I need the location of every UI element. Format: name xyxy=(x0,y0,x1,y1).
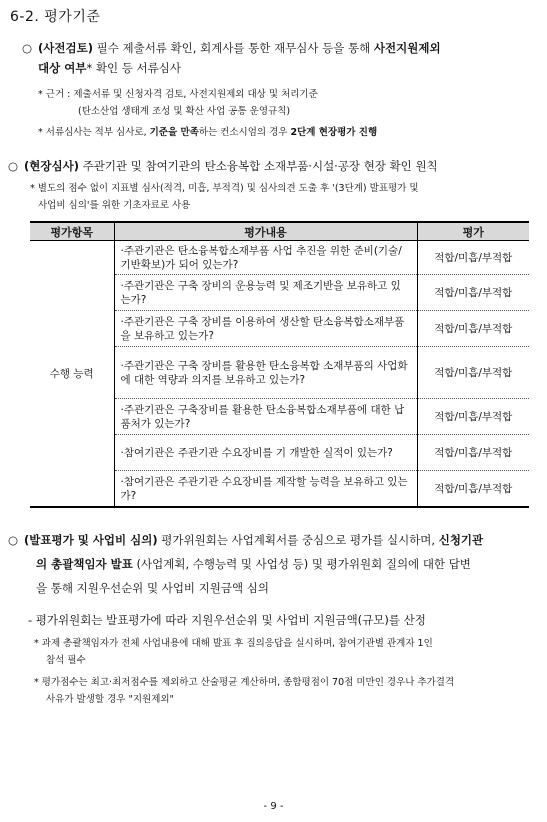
site-review-heading: (현장심사) xyxy=(24,159,79,173)
site-review-paragraph xyxy=(8,156,538,176)
rating-cell: 적합/미흡/부적합 xyxy=(417,275,529,311)
pre-review-paragraph xyxy=(22,38,534,78)
rating-cell: 적합/미흡/부적합 xyxy=(417,399,529,435)
circle-bullet-icon: ○ xyxy=(22,41,33,55)
pre-review-text-cont: * 확인 등 서류심사 xyxy=(86,61,181,75)
header-content: 평가내용 xyxy=(114,222,417,241)
pre-review-heading: (사전검토) xyxy=(38,41,93,55)
pre-review-note-basis xyxy=(38,86,533,120)
table-row xyxy=(30,241,529,275)
presentation-text: 평가위원회는 사업계획서를 중심으로 평가를 실시하며, xyxy=(157,533,439,547)
content-cell: ‧주관기관은 구축 장비를 이용하여 생산할 탄소융복합소재부품을 보유하고 있는가? xyxy=(114,311,417,347)
content-cell: ‧주관기관은 구축장비를 활용한 탄소융복합소재부품에 대한 납품처가 있는가? xyxy=(114,399,417,435)
header-category: 평가항목 xyxy=(30,222,114,241)
presentation-review-paragraph xyxy=(8,528,538,600)
section-title: 6-2. 평가기준 xyxy=(10,9,101,25)
category-cell: 수행 능력 xyxy=(30,241,114,507)
note-bold: 기준을 만족 xyxy=(149,127,199,138)
note-line: * 평가점수는 최고·최저점수를 제외하고 산술평균 계산하며, 종합평점이 70점 미만인 경우나 추가결격 xyxy=(34,677,455,688)
content-cell: ‧주관기관은 구축 장비의 운용능력 및 제조기반을 보유하고 있는가? xyxy=(114,275,417,311)
presentation-note-2 xyxy=(34,674,539,708)
content-cell: ‧참여기관은 주관기관 수요장비를 제작할 능력을 보유하고 있는가? xyxy=(114,471,417,507)
pre-review-text: 필수 제출서류 확인, 회계사를 통한 재무심사 등을 통해 xyxy=(92,41,374,55)
note-text: 하는 컨소시엄의 경우 xyxy=(198,127,291,138)
note-line: (탄소산업 생태계 조성 및 확산 사업 공통 운영규칙) xyxy=(78,106,291,117)
content-cell: ‧주관기관은 탄소융복합소재부품 사업 추진을 위한 준비(기술/기반확보)가 되어 있는가? xyxy=(114,241,417,275)
presentation-note-1 xyxy=(34,635,539,669)
circle-bullet-icon: ○ xyxy=(8,533,19,547)
note-line: * 별도의 점수 없이 지표별 심사(적격, 미흡, 부적격) 및 심사의견 도출 후 '(3단계) 발표평가 및 xyxy=(30,183,419,194)
pre-review-note-doc xyxy=(38,124,533,141)
site-review-text: 주관기관 및 참여기관의 탄소융복합 소재부품·시설·공장 현장 확인 원칙 xyxy=(78,159,438,173)
pre-review-bold: 사전지원제외 xyxy=(373,41,441,55)
content-cell: ‧주관기관은 구축 장비를 활용한 탄소융복합 소재부품의 사업화에 대한 역량과 의지를 보유하고 있는가? xyxy=(114,347,417,399)
note-line: * 과제 총괄책임자가 전체 사업내용에 대해 발표 후 질의응답을 실시하며, 참여기관별 관계자 1인 xyxy=(34,638,433,649)
header-rating: 평가 xyxy=(417,222,529,241)
presentation-text-3: 을 통해 지원우선순위 및 사업비 지원금액 심의 xyxy=(36,581,270,595)
evaluation-table xyxy=(30,221,529,508)
presentation-heading: (발표평가 및 사업비 심의) xyxy=(24,533,158,547)
committee-dash-line: - 평가위원회는 발표평가에 따라 지원우선순위 및 사업비 지원금액(규모)를 산정 xyxy=(28,613,426,627)
rating-cell: 적합/미흡/부적합 xyxy=(417,241,529,275)
site-review-note xyxy=(30,180,535,214)
table-header-row xyxy=(30,222,529,241)
note-line: 사유가 발생할 경우 "지원제외" xyxy=(46,694,174,705)
note-bold: 2단계 현장평가 진행 xyxy=(290,127,378,138)
rating-cell: 적합/미흡/부적합 xyxy=(417,435,529,471)
rating-cell: 적합/미흡/부적합 xyxy=(417,347,529,399)
circle-bullet-icon: ○ xyxy=(8,159,19,173)
pre-review-bold-target: 대상 여부 xyxy=(38,61,87,75)
content-cell: ‧참여기관은 주관기관 수요장비를 기 개발한 실적이 있는가? xyxy=(114,435,417,471)
rating-cell: 적합/미흡/부적합 xyxy=(417,311,529,347)
page-number: - 9 - xyxy=(263,801,284,812)
note-line: 참석 필수 xyxy=(46,655,86,666)
note-line: 사업비 심의'를 위한 기초자료로 사용 xyxy=(38,200,191,211)
rating-cell: 적합/미흡/부적합 xyxy=(417,471,529,507)
presentation-bold-2: 의 총괄책임자 발표 xyxy=(36,557,133,571)
presentation-text-2: (사업계획, 수행능력 및 사업성 등) 및 평가위원회 질의에 대한 답변 xyxy=(132,557,471,571)
note-line: * 근거 : 제출서류 및 신청자격 검토, 사전지원제외 대상 및 처리기준 xyxy=(38,89,318,100)
note-text: * 서류심사는 적부 심사로, xyxy=(38,127,150,138)
presentation-bold: 신청기관 xyxy=(438,533,484,547)
